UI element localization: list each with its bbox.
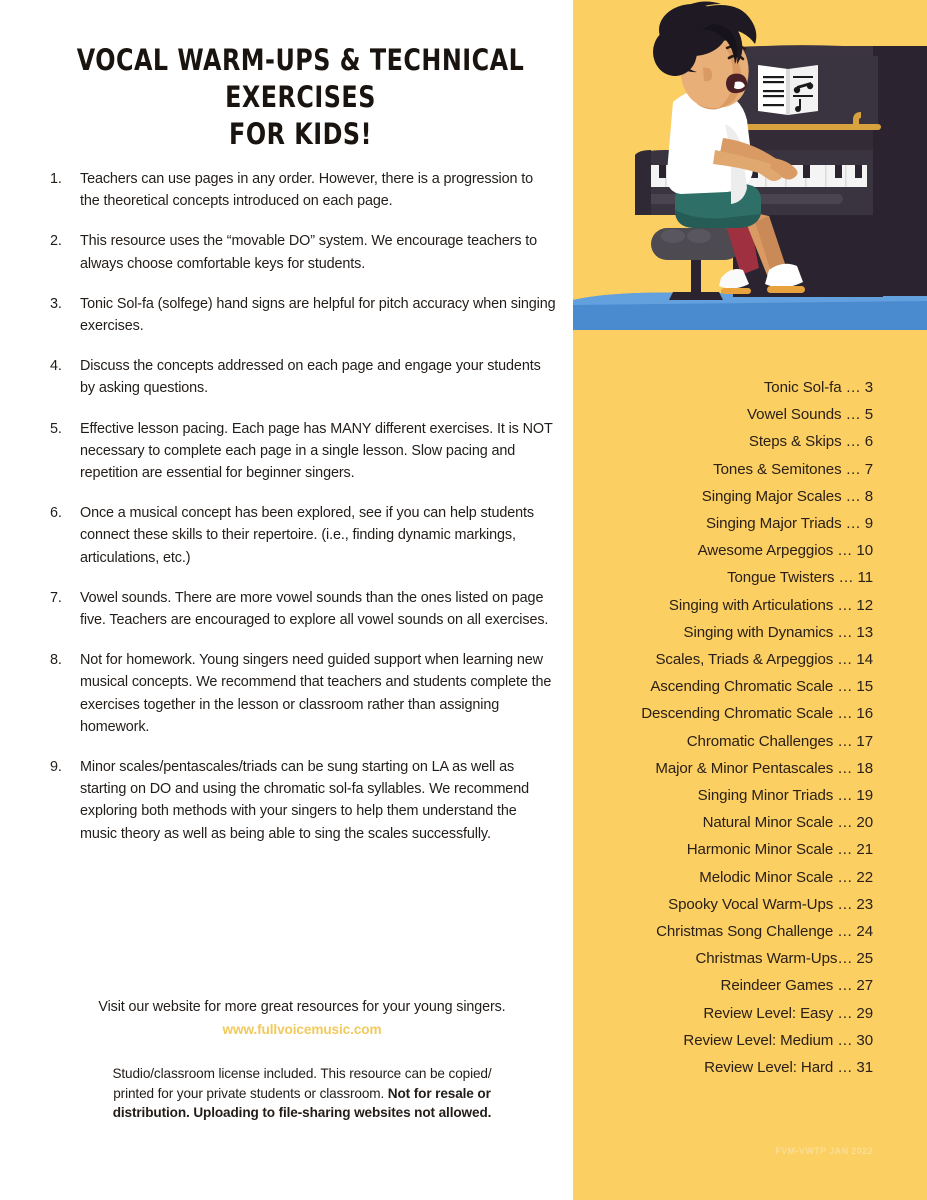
instruction-text: Minor scales/pentascales/triads can be sung starting on LA as well as starting on DO and using the chromatic sol-fa syllables. We recommend exploring both methods with your singers to help them understand the music theory as well as being able to sing the scales successfully. xyxy=(80,759,529,842)
instruction-text: Tonic Sol-fa (solfege) hand signs are helpful for pitch accuracy when singing exercises. xyxy=(80,295,556,335)
instruction-text: Once a musical concept has been explored, see if you can help students connect these skills to their repertoire. (i.e., finding dynamic markings, articulations, etc.) xyxy=(80,505,534,566)
toc-entry[interactable]: Vowel Sounds … 5 xyxy=(747,406,873,424)
toc-entry[interactable]: Review Level: Hard … 31 xyxy=(704,1059,873,1077)
toc-entry[interactable]: Descending Chromatic Scale … 16 xyxy=(641,705,873,723)
instruction-item xyxy=(48,168,556,212)
toc-entry[interactable]: Melodic Minor Scale … 22 xyxy=(699,868,873,886)
instructions-list xyxy=(48,168,556,863)
toc-entry[interactable]: Christmas Song Challenge … 24 xyxy=(656,923,873,941)
table-of-contents xyxy=(583,374,873,1081)
toc-entry[interactable]: Singing with Articulations … 12 xyxy=(668,596,873,614)
license-line-2-bold: Not for resale or xyxy=(387,1085,491,1101)
toc-entry[interactable]: Singing Major Scales … 8 xyxy=(701,487,873,505)
website-prompt-text: Visit our website for more great resources for your young singers. xyxy=(98,999,506,1015)
instruction-text: Not for homework. Young singers need guided support when learning new musical concepts. We recommend that teachers and students complete the exercises together in the lesson or classroom rather than assigning homework. xyxy=(80,652,552,735)
instruction-text: Discuss the concepts addressed on each page and engage your students by asking questions. xyxy=(80,358,541,397)
instruction-number: 8. xyxy=(50,652,62,669)
page-title-line-2: FOR KIDS! xyxy=(229,117,372,152)
license-line-3 xyxy=(48,1103,556,1123)
toc-entry[interactable]: Review Level: Easy … 29 xyxy=(703,1004,873,1022)
toc-entry[interactable]: Reindeer Games … 27 xyxy=(720,977,873,995)
instruction-text: Vowel sounds. There are more vowel sounds than the ones listed on page five. Teachers are encouraged to explore all vowel sounds on all exercises. xyxy=(80,589,549,629)
license-line-2-plain: printed for your private students or classroom. xyxy=(113,1085,388,1101)
instruction-item xyxy=(48,355,556,399)
toc-entry[interactable]: Harmonic Minor Scale … 21 xyxy=(686,841,873,859)
toc-entry[interactable]: Singing with Dynamics … 13 xyxy=(683,623,873,641)
toc-entry[interactable]: Awesome Arpeggios … 10 xyxy=(697,542,873,560)
website-url-link[interactable]: www.fullvoicemusic.com xyxy=(222,1022,382,1037)
toc-entry[interactable]: Major & Minor Pentascales … 18 xyxy=(655,759,873,777)
instruction-item xyxy=(48,293,556,337)
instruction-number: 3. xyxy=(50,295,62,312)
toc-entry[interactable]: Steps & Skips … 6 xyxy=(748,433,873,451)
instruction-item xyxy=(48,418,556,485)
instruction-item xyxy=(48,587,556,631)
toc-entry[interactable]: Chromatic Challenges … 17 xyxy=(686,732,873,750)
toc-entry[interactable]: Tongue Twisters … 11 xyxy=(727,569,873,587)
music-book xyxy=(758,65,818,115)
toc-entry[interactable]: Ascending Chromatic Scale … 15 xyxy=(650,678,873,696)
toc-entry[interactable]: Tones & Semitones … 7 xyxy=(713,460,873,478)
toc-entry[interactable]: Tonic Sol-fa … 3 xyxy=(763,379,873,396)
instruction-number: 2. xyxy=(50,233,62,250)
instruction-number: 9. xyxy=(50,759,62,776)
toc-entry[interactable]: Scales, Triads & Arpeggios … 14 xyxy=(655,651,873,669)
instruction-text: Effective lesson pacing. Each page has MANY different exercises. It is NOT necessary to complete each page in a single lesson. Slow pacing and repetition are essential for beginner singers. xyxy=(80,420,553,482)
license-block xyxy=(48,1064,556,1123)
instruction-text: This resource uses the “movable DO” system. We encourage teachers to always choose comfortable keys for students. xyxy=(80,233,538,272)
website-block xyxy=(48,997,556,1040)
instruction-number: 7. xyxy=(50,589,62,606)
instruction-number: 4. xyxy=(50,358,62,375)
toc-entry[interactable]: Christmas Warm-Ups… 25 xyxy=(695,950,873,968)
toc-entry[interactable]: Singing Minor Triads … 19 xyxy=(697,787,873,805)
instruction-number: 6. xyxy=(50,505,62,522)
instruction-item xyxy=(48,230,556,274)
toc-entry[interactable]: Spooky Vocal Warm-Ups … 23 xyxy=(668,895,873,913)
toc-entry[interactable]: Natural Minor Scale … 20 xyxy=(702,814,873,832)
document-watermark: FVM-VWTP JAN 2022 xyxy=(775,1146,873,1156)
instruction-number: 1. xyxy=(50,171,62,187)
toc-entry[interactable]: Singing Major Triads … 9 xyxy=(705,515,873,533)
page-title-line-1: VOCAL WARM-UPS & TECHNICAL EXERCISES xyxy=(76,43,525,115)
license-line-3-bold: distribution. Uploading to file-sharing websites not allowed. xyxy=(112,1105,492,1120)
page-title xyxy=(48,42,553,153)
license-line-1: Studio/classroom license included. This resource can be copied/ xyxy=(112,1066,492,1081)
instruction-number: 5. xyxy=(50,420,62,437)
license-line-2 xyxy=(48,1084,556,1104)
instruction-item xyxy=(48,502,556,569)
instruction-text: Teachers can use pages in any order. However, there is a progression to the theoretical concepts introduced on each page. xyxy=(80,171,534,210)
instruction-item xyxy=(48,649,556,738)
girl-singing-at-piano-illustration xyxy=(573,0,927,330)
toc-entry[interactable]: Review Level: Medium … 30 xyxy=(683,1031,873,1049)
instruction-item xyxy=(48,756,556,845)
